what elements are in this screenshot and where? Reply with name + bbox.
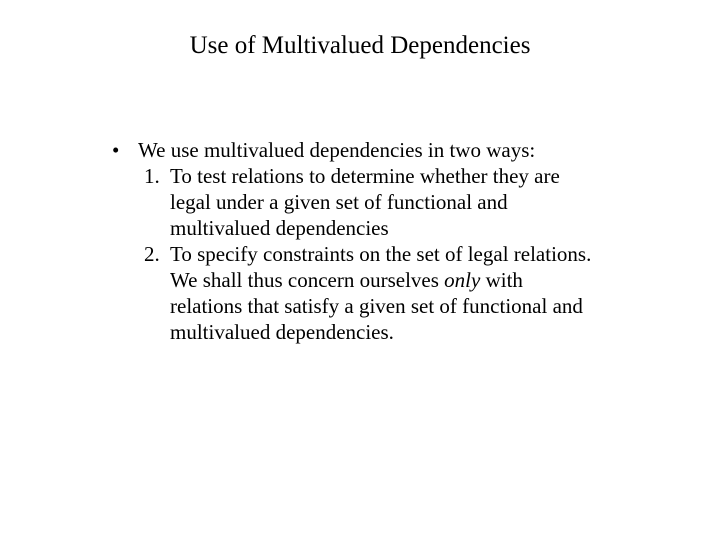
- list-item-line: relations that satisfy a given set of functional and: [170, 294, 583, 318]
- list-item-line: legal under a given set of functional and: [170, 190, 508, 214]
- bullet-symbol: •: [112, 138, 120, 162]
- list-item-line-emphasis: [170, 267, 660, 293]
- numbered-list: [112, 163, 692, 345]
- list-item-number: 1.: [144, 164, 160, 188]
- bullet-text: We use multivalued dependencies in two ways:: [138, 138, 536, 162]
- list-item-text: We shall thus concern ourselves: [170, 268, 445, 292]
- list-item-number: 2.: [144, 242, 160, 266]
- list-item-body: [170, 241, 660, 345]
- list-item-1: [112, 163, 692, 241]
- list-item-line: multivalued dependencies: [170, 216, 389, 240]
- list-item-text: with: [480, 268, 523, 292]
- emphasis-text: only: [444, 268, 481, 292]
- list-item-line: To specify constraints on the set of legal relations.: [170, 242, 592, 266]
- list-item-body: [170, 163, 660, 241]
- bullet-block: [112, 137, 692, 345]
- list-item-line: To test relations to determine whether they are: [170, 164, 560, 188]
- list-item-line: multivalued dependencies.: [170, 320, 394, 344]
- bullet-item: [112, 137, 692, 163]
- list-item-2: [112, 241, 692, 345]
- slide-title: Use of Multivalued Dependencies: [189, 32, 531, 59]
